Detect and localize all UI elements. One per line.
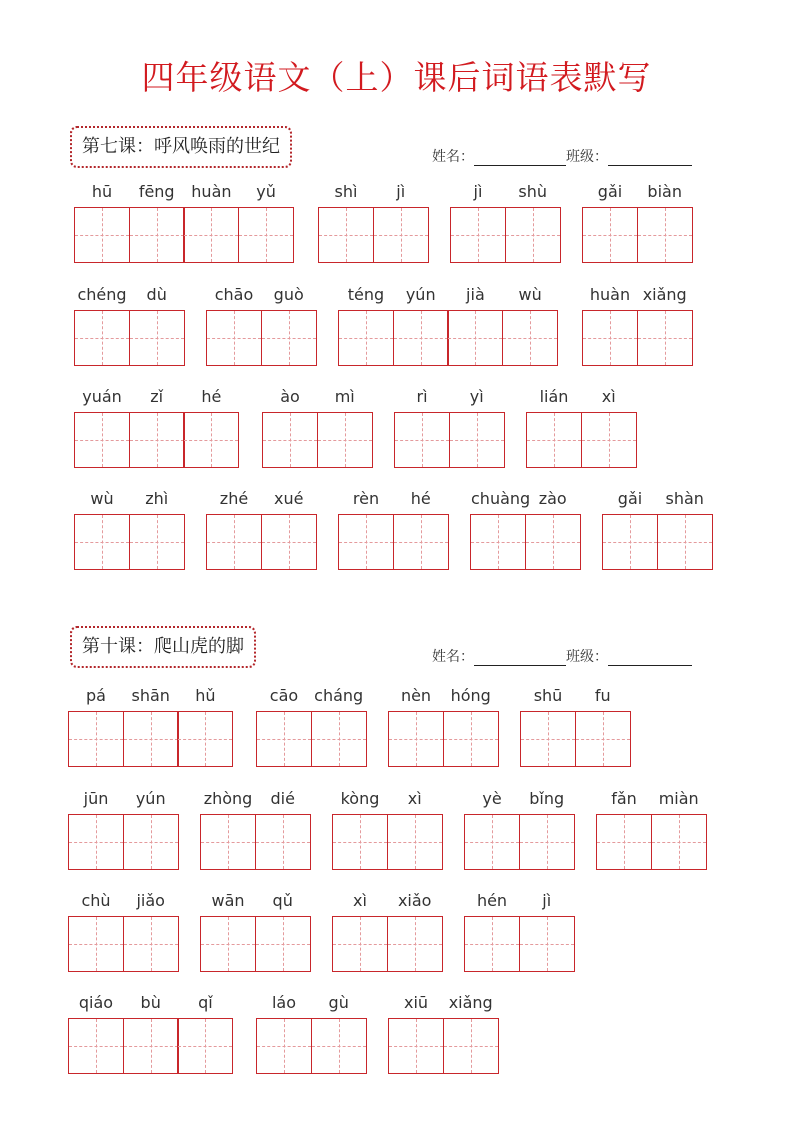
name-class-bar (432, 646, 692, 666)
name-field[interactable] (474, 151, 566, 166)
pinyin-label: fu (594, 686, 611, 705)
pinyin-label: shì (334, 182, 358, 201)
pinyin-label: xiū (403, 993, 429, 1012)
tianzige-cell[interactable] (443, 686, 499, 767)
pinyin-label: wù (90, 489, 114, 508)
word-grid (520, 686, 631, 767)
word-grid (68, 891, 179, 972)
pinyin-label: shù (518, 182, 548, 201)
word-grid (388, 686, 499, 767)
word-grid (318, 182, 429, 263)
pinyin-label: zhé (219, 489, 249, 508)
tianzige-cell[interactable] (525, 489, 581, 570)
tianzige-cell[interactable] (470, 489, 531, 570)
pinyin-label: zào (538, 489, 567, 508)
word-grid (206, 489, 317, 570)
tianzige-cell[interactable] (311, 993, 367, 1074)
tianzige-cell[interactable] (255, 891, 311, 972)
name-class-bar (432, 146, 692, 166)
tianzige-cell[interactable] (582, 182, 638, 263)
word-grid (206, 285, 317, 366)
word-grid (470, 489, 581, 570)
tianzige-cell[interactable] (238, 182, 294, 263)
word-grid (262, 387, 373, 468)
tianzige-cell[interactable] (637, 182, 693, 263)
pinyin-label: jiǎo (136, 891, 165, 910)
tianzige-cell[interactable] (526, 387, 582, 468)
pinyin-label: yǔ (256, 182, 276, 201)
pinyin-label: hé (201, 387, 222, 406)
word-grid (450, 182, 561, 263)
pinyin-label: jià (466, 285, 485, 304)
tianzige-cell[interactable] (651, 789, 707, 870)
tianzige-cell[interactable] (177, 686, 233, 767)
tianzige-cell[interactable] (602, 489, 658, 570)
pinyin-label: dù (146, 285, 167, 304)
tianzige-cell[interactable] (123, 993, 179, 1074)
tianzige-cell[interactable] (255, 789, 311, 870)
pinyin-label: jì (396, 182, 406, 201)
tianzige-cell[interactable] (338, 285, 394, 366)
tianzige-cell[interactable] (74, 387, 130, 468)
word-grid (68, 789, 179, 870)
name-field[interactable] (474, 651, 566, 666)
pinyin-label: chéng (77, 285, 127, 304)
tianzige-cell[interactable] (502, 285, 558, 366)
pinyin-label: xué (273, 489, 304, 508)
word-grid (74, 285, 185, 366)
pinyin-label: chù (81, 891, 111, 910)
word-grid (74, 489, 185, 570)
pinyin-label: shān (131, 686, 170, 705)
pinyin-label: jì (542, 891, 552, 910)
tianzige-cell[interactable] (68, 993, 124, 1074)
pinyin-label: gù (328, 993, 349, 1012)
pinyin-label: hén (476, 891, 508, 910)
tianzige-cell[interactable] (449, 387, 505, 468)
tianzige-cell[interactable] (183, 182, 239, 263)
tianzige-cell[interactable] (596, 789, 652, 870)
tianzige-cell[interactable] (387, 891, 443, 972)
name-label: 姓名： (432, 649, 474, 665)
word-grid (74, 387, 239, 468)
tianzige-cell[interactable] (332, 891, 388, 972)
pinyin-label: qǔ (272, 891, 293, 910)
pinyin-label: wān (211, 891, 245, 910)
pinyin-label: lián (539, 387, 569, 406)
pinyin-label: jūn (83, 789, 109, 808)
pinyin-label: zǐ (150, 387, 164, 406)
tianzige-cell[interactable] (74, 182, 130, 263)
pinyin-label: téng (347, 285, 385, 304)
tianzige-cell[interactable] (261, 285, 317, 366)
tianzige-cell[interactable] (394, 387, 450, 468)
pinyin-label: xì (353, 891, 367, 910)
tianzige-cell[interactable] (129, 387, 185, 468)
tianzige-cell[interactable] (505, 182, 561, 263)
pinyin-label: chāo (214, 285, 254, 304)
word-grid (596, 789, 707, 870)
tianzige-cell[interactable] (68, 686, 124, 767)
pinyin-label: yì (469, 387, 484, 406)
word-grid (338, 489, 449, 570)
pinyin-label: rì (416, 387, 428, 406)
tianzige-cell[interactable] (68, 891, 124, 972)
tianzige-cell[interactable] (74, 489, 130, 570)
word-grid (332, 789, 443, 870)
word-grid (526, 387, 637, 468)
word-grid (394, 387, 505, 468)
tianzige-cell[interactable] (200, 891, 256, 972)
tianzige-cell[interactable] (582, 285, 638, 366)
pinyin-label: pá (86, 686, 106, 705)
pinyin-label: hū (91, 182, 113, 201)
tianzige-cell[interactable] (447, 285, 503, 366)
pinyin-label: chuàng (471, 489, 531, 508)
page-title: 四年级语文（上）课后词语表默写 (141, 58, 652, 97)
word-grid (74, 182, 294, 263)
tianzige-cell[interactable] (123, 891, 179, 972)
tianzige-cell[interactable] (123, 686, 179, 767)
class-field[interactable] (608, 151, 692, 166)
word-grid (68, 686, 233, 767)
tianzige-cell[interactable] (637, 285, 693, 366)
pinyin-label: bù (140, 993, 161, 1012)
pinyin-label: yuán (82, 387, 122, 406)
pinyin-label: hé (410, 489, 431, 508)
tianzige-cell[interactable] (519, 891, 575, 972)
pinyin-label: hǔ (195, 686, 216, 705)
pinyin-label: kòng (340, 789, 380, 808)
tianzige-cell[interactable] (388, 993, 444, 1074)
pinyin-label: nèn (400, 686, 432, 705)
word-grid (582, 182, 693, 263)
class-label: 班级： (566, 149, 608, 165)
word-grid (256, 686, 367, 767)
name-label: 姓名： (432, 149, 474, 165)
class-label: 班级： (566, 649, 608, 665)
word-grid (256, 993, 367, 1074)
tianzige-cell[interactable] (177, 993, 233, 1074)
word-grid (464, 789, 575, 870)
tianzige-cell[interactable] (388, 686, 444, 767)
tianzige-cell[interactable] (338, 489, 394, 570)
pinyin-label: miàn (658, 789, 699, 808)
pinyin-label: xiǎng (448, 993, 493, 1012)
pinyin-label: ào (280, 387, 300, 406)
tianzige-cell[interactable] (317, 387, 373, 468)
pinyin-label: biàn (647, 182, 682, 201)
tianzige-cell[interactable] (256, 993, 312, 1074)
pinyin-label: cháng (314, 686, 364, 705)
pinyin-label: xì (407, 789, 422, 808)
lesson-title-7: 第七课：呼风唤雨的世纪 (70, 126, 292, 168)
word-grid (200, 891, 311, 972)
pinyin-label: yè (482, 789, 502, 808)
tianzige-cell[interactable] (318, 182, 374, 263)
tianzige-cell[interactable] (129, 489, 185, 570)
tianzige-cell[interactable] (520, 686, 576, 767)
pinyin-label: qiáo (78, 993, 114, 1012)
pinyin-label: xì (601, 387, 616, 406)
tianzige-cell[interactable] (443, 993, 499, 1074)
tianzige-cell[interactable] (393, 489, 449, 570)
tianzige-cell[interactable] (183, 387, 239, 468)
word-grid (68, 993, 233, 1074)
tianzige-cell[interactable] (387, 789, 443, 870)
pinyin-label: gǎi (617, 489, 643, 508)
pinyin-label: rèn (352, 489, 380, 508)
word-grid (388, 993, 499, 1074)
pinyin-label: huàn (589, 285, 631, 304)
pinyin-label: cāo (269, 686, 299, 705)
pinyin-label: shàn (665, 489, 704, 508)
tianzige-cell[interactable] (68, 789, 124, 870)
tianzige-cell[interactable] (393, 285, 449, 366)
word-grid (582, 285, 693, 366)
pinyin-label: guò (273, 285, 304, 304)
tianzige-cell[interactable] (129, 285, 185, 366)
word-grid (338, 285, 558, 366)
pinyin-label: zhòng (203, 789, 253, 808)
tianzige-cell[interactable] (464, 789, 520, 870)
tianzige-cell[interactable] (261, 489, 317, 570)
pinyin-label: yún (405, 285, 436, 304)
tianzige-cell[interactable] (262, 387, 318, 468)
pinyin-label: láo (271, 993, 297, 1012)
word-grid (200, 789, 311, 870)
pinyin-label: fǎn (611, 789, 637, 808)
tianzige-cell[interactable] (123, 789, 179, 870)
word-grid (602, 489, 713, 570)
tianzige-cell[interactable] (373, 182, 429, 263)
tianzige-cell[interactable] (256, 686, 312, 767)
tianzige-cell[interactable] (581, 387, 637, 468)
pinyin-label: huàn (191, 182, 232, 201)
class-field[interactable] (608, 651, 692, 666)
pinyin-label: dié (270, 789, 295, 808)
lesson-title-10: 第十课：爬山虎的脚 (70, 626, 256, 668)
pinyin-label: jì (473, 182, 483, 201)
pinyin-label: xiǎo (397, 891, 432, 910)
word-grid (332, 891, 443, 972)
tianzige-cell[interactable] (332, 789, 388, 870)
pinyin-label: bǐng (529, 789, 565, 808)
tianzige-cell[interactable] (206, 285, 262, 366)
tianzige-cell[interactable] (200, 789, 256, 870)
word-grid (464, 891, 575, 972)
tianzige-cell[interactable] (206, 489, 262, 570)
pinyin-label: gǎi (597, 182, 623, 201)
pinyin-label: zhì (145, 489, 169, 508)
pinyin-label: shū (533, 686, 563, 705)
tianzige-cell[interactable] (311, 686, 367, 767)
pinyin-label: fēng (138, 182, 175, 201)
tianzige-cell[interactable] (657, 489, 713, 570)
pinyin-label: mì (334, 387, 355, 406)
tianzige-cell[interactable] (129, 182, 185, 263)
tianzige-cell[interactable] (575, 686, 631, 767)
pinyin-label: wù (518, 285, 542, 304)
tianzige-cell[interactable] (519, 789, 575, 870)
pinyin-label: qǐ (198, 993, 213, 1012)
pinyin-label: xiǎng (642, 285, 687, 304)
tianzige-cell[interactable] (74, 285, 130, 366)
tianzige-cell[interactable] (450, 182, 506, 263)
pinyin-label: yún (135, 789, 166, 808)
tianzige-cell[interactable] (464, 891, 520, 972)
pinyin-label: hóng (450, 686, 491, 705)
